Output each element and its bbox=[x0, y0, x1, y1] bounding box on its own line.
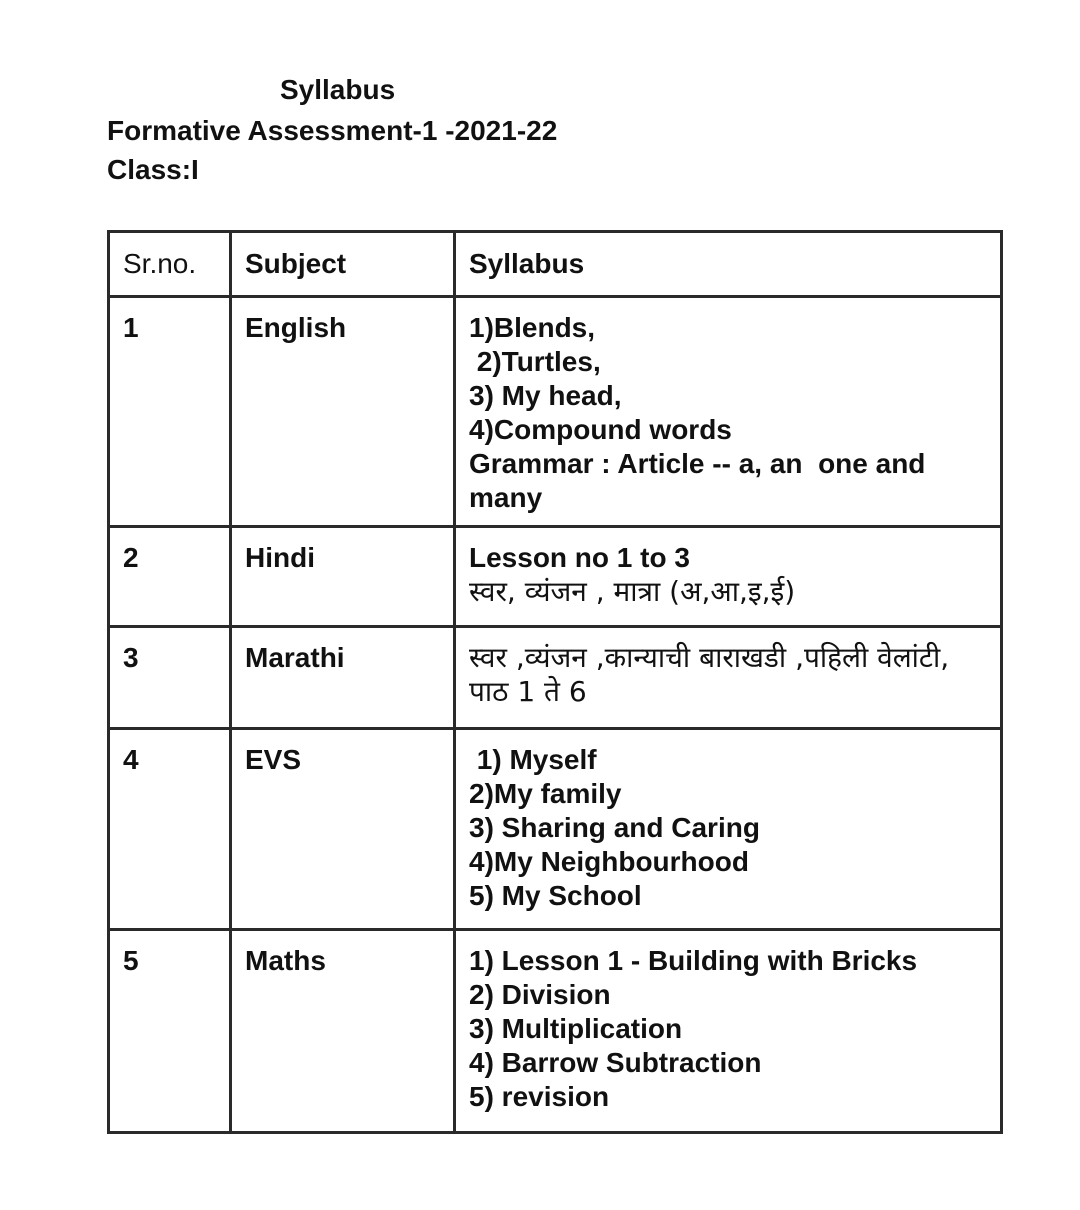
row-syllabus bbox=[455, 297, 1002, 527]
table-row bbox=[109, 527, 1002, 627]
syllabus-line: 4)Compound words bbox=[469, 414, 732, 445]
syllabus-table bbox=[107, 230, 1003, 1134]
syllabus-line: 4) Barrow Subtraction bbox=[469, 1047, 762, 1078]
row-subject bbox=[231, 297, 455, 527]
syllabus-line: 1)Blends, bbox=[469, 312, 596, 343]
table-row bbox=[109, 930, 1002, 1133]
syllabus-line: 2)My family bbox=[469, 778, 622, 809]
subject-label: Hindi bbox=[245, 542, 315, 573]
table-header-row bbox=[109, 232, 1002, 297]
syllabus-line: Grammar : Article -- a, an one and many bbox=[469, 448, 934, 513]
row-syllabus bbox=[455, 930, 1002, 1133]
syllabus-line: 5) My School bbox=[469, 880, 642, 911]
syllabus-line: 2)Turtles, bbox=[469, 346, 601, 377]
row-subject bbox=[231, 729, 455, 930]
document-title: Syllabus bbox=[280, 74, 396, 105]
subject-label: English bbox=[245, 312, 347, 343]
syllabus-line: 3) Multiplication bbox=[469, 1013, 683, 1044]
syllabus-line: 3) Sharing and Caring bbox=[469, 812, 760, 843]
syllabus-line: 4)My Neighbourhood bbox=[469, 846, 749, 877]
syllabus-line: 5) revision bbox=[469, 1081, 610, 1112]
column-header-srno: Sr.no. bbox=[109, 232, 231, 297]
row-subject bbox=[231, 627, 455, 729]
row-subject bbox=[231, 527, 455, 627]
row-srno: 1 bbox=[109, 297, 231, 527]
table-row bbox=[109, 729, 1002, 930]
syllabus-line: 1) Lesson 1 - Building with Bricks bbox=[469, 945, 918, 976]
subject-label: Maths bbox=[245, 945, 326, 976]
column-header-subject: Subject bbox=[231, 232, 455, 297]
syllabus-line: 1) Myself bbox=[469, 744, 597, 775]
table-row bbox=[109, 297, 1002, 527]
column-header-syllabus: Syllabus bbox=[455, 232, 1002, 297]
class-label: Class:I bbox=[107, 154, 199, 185]
subject-label: EVS bbox=[245, 744, 302, 775]
row-srno: 5 bbox=[109, 930, 231, 1133]
syllabus-line: स्वर ,व्यंजन ,कान्याची बाराखडी ,पहिली वेलांटी, पाठ 1 ते 6 bbox=[469, 641, 959, 708]
syllabus-line: स्वर, व्यंजन , मात्रा (अ,आ,इ,ई) bbox=[469, 575, 796, 608]
row-subject bbox=[231, 930, 455, 1133]
syllabus-line: Lesson no 1 to 3 bbox=[469, 542, 690, 573]
syllabus-line: 3) My head, bbox=[469, 380, 622, 411]
row-srno: 4 bbox=[109, 729, 231, 930]
row-srno: 2 bbox=[109, 527, 231, 627]
row-syllabus bbox=[455, 527, 1002, 627]
assessment-name: Formative Assessment-1 -2021-22 bbox=[107, 115, 558, 146]
table-row bbox=[109, 627, 1002, 729]
row-srno: 3 bbox=[109, 627, 231, 729]
row-syllabus bbox=[455, 627, 1002, 729]
row-syllabus bbox=[455, 729, 1002, 930]
syllabus-line: 2) Division bbox=[469, 979, 611, 1010]
subject-label: Marathi bbox=[245, 642, 345, 673]
